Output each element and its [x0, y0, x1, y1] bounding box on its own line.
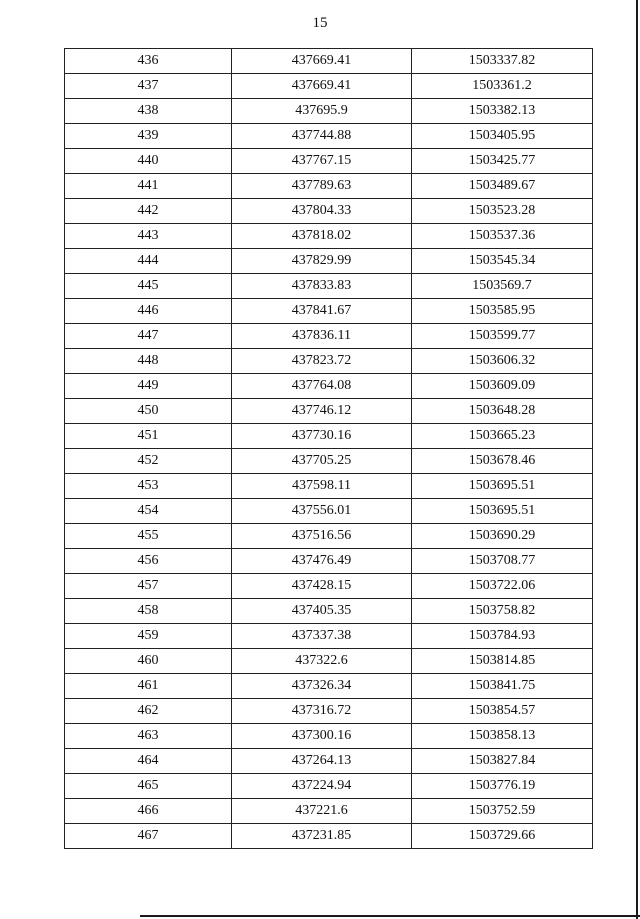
point-number-cell: 449: [65, 374, 232, 399]
y-coordinate-cell: 1503569.7: [412, 274, 593, 299]
x-coordinate-cell: 437767.15: [232, 149, 412, 174]
point-number-cell: 440: [65, 149, 232, 174]
table-row: [65, 274, 593, 299]
x-coordinate-cell: 437337.38: [232, 624, 412, 649]
table-row: [65, 524, 593, 549]
x-coordinate-cell: 437705.25: [232, 449, 412, 474]
table-row: [65, 699, 593, 724]
table-row: [65, 199, 593, 224]
point-number-cell: 454: [65, 499, 232, 524]
y-coordinate-cell: 1503599.77: [412, 324, 593, 349]
y-coordinate-cell: 1503758.82: [412, 599, 593, 624]
point-number-cell: 453: [65, 474, 232, 499]
y-coordinate-cell: 1503814.85: [412, 649, 593, 674]
point-number-cell: 459: [65, 624, 232, 649]
x-coordinate-cell: 437836.11: [232, 324, 412, 349]
y-coordinate-cell: 1503695.51: [412, 499, 593, 524]
point-number-cell: 438: [65, 99, 232, 124]
table-row: [65, 449, 593, 474]
point-number-cell: 458: [65, 599, 232, 624]
point-number-cell: 443: [65, 224, 232, 249]
point-number-cell: 452: [65, 449, 232, 474]
y-coordinate-cell: 1503489.67: [412, 174, 593, 199]
x-coordinate-cell: 437598.11: [232, 474, 412, 499]
x-coordinate-cell: 437428.15: [232, 574, 412, 599]
y-coordinate-cell: 1503722.06: [412, 574, 593, 599]
point-number-cell: 451: [65, 424, 232, 449]
y-coordinate-cell: 1503827.84: [412, 749, 593, 774]
table-row: [65, 399, 593, 424]
table-row: [65, 499, 593, 524]
y-coordinate-cell: 1503784.93: [412, 624, 593, 649]
y-coordinate-cell: 1503405.95: [412, 124, 593, 149]
point-number-cell: 457: [65, 574, 232, 599]
table-row: [65, 424, 593, 449]
x-coordinate-cell: 437746.12: [232, 399, 412, 424]
table-row: [65, 374, 593, 399]
point-number-cell: 447: [65, 324, 232, 349]
table-row: [65, 724, 593, 749]
table-row: [65, 599, 593, 624]
point-number-cell: 462: [65, 699, 232, 724]
x-coordinate-cell: 437829.99: [232, 249, 412, 274]
point-number-cell: 446: [65, 299, 232, 324]
x-coordinate-cell: 437695.9: [232, 99, 412, 124]
coordinate-table-body: [65, 49, 593, 849]
x-coordinate-cell: 437841.67: [232, 299, 412, 324]
x-coordinate-cell: 437744.88: [232, 124, 412, 149]
point-number-cell: 456: [65, 549, 232, 574]
y-coordinate-cell: 1503523.28: [412, 199, 593, 224]
table-row: [65, 799, 593, 824]
table-row: [65, 549, 593, 574]
y-coordinate-cell: 1503606.32: [412, 349, 593, 374]
y-coordinate-cell: 1503545.34: [412, 249, 593, 274]
point-number-cell: 455: [65, 524, 232, 549]
table-row: [65, 324, 593, 349]
coordinate-table: [64, 48, 593, 849]
y-coordinate-cell: 1503537.36: [412, 224, 593, 249]
y-coordinate-cell: 1503695.51: [412, 474, 593, 499]
x-coordinate-cell: 437300.16: [232, 724, 412, 749]
table-row: [65, 624, 593, 649]
x-coordinate-cell: 437804.33: [232, 199, 412, 224]
y-coordinate-cell: 1503648.28: [412, 399, 593, 424]
table-row: [65, 649, 593, 674]
x-coordinate-cell: 437556.01: [232, 499, 412, 524]
y-coordinate-cell: 1503776.19: [412, 774, 593, 799]
x-coordinate-cell: 437818.02: [232, 224, 412, 249]
point-number-cell: 444: [65, 249, 232, 274]
y-coordinate-cell: 1503690.29: [412, 524, 593, 549]
y-coordinate-cell: 1503425.77: [412, 149, 593, 174]
point-number-cell: 460: [65, 649, 232, 674]
x-coordinate-cell: 437669.41: [232, 74, 412, 99]
table-row: [65, 749, 593, 774]
y-coordinate-cell: 1503665.23: [412, 424, 593, 449]
x-coordinate-cell: 437264.13: [232, 749, 412, 774]
point-number-cell: 448: [65, 349, 232, 374]
table-row: [65, 49, 593, 74]
x-coordinate-cell: 437405.35: [232, 599, 412, 624]
x-coordinate-cell: 437730.16: [232, 424, 412, 449]
y-coordinate-cell: 1503585.95: [412, 299, 593, 324]
point-number-cell: 436: [65, 49, 232, 74]
table-row: [65, 824, 593, 849]
table-row: [65, 174, 593, 199]
y-coordinate-cell: 1503337.82: [412, 49, 593, 74]
y-coordinate-cell: 1503609.09: [412, 374, 593, 399]
y-coordinate-cell: 1503708.77: [412, 549, 593, 574]
scan-edge-bottom: [140, 915, 640, 917]
x-coordinate-cell: 437316.72: [232, 699, 412, 724]
table-row: [65, 74, 593, 99]
table-row: [65, 574, 593, 599]
table-row: [65, 674, 593, 699]
page-number: 15: [312, 15, 328, 31]
table-row: [65, 249, 593, 274]
x-coordinate-cell: 437231.85: [232, 824, 412, 849]
table-row: [65, 474, 593, 499]
table-row: [65, 99, 593, 124]
table-row: [65, 149, 593, 174]
x-coordinate-cell: 437764.08: [232, 374, 412, 399]
point-number-cell: 442: [65, 199, 232, 224]
y-coordinate-cell: 1503752.59: [412, 799, 593, 824]
table-row: [65, 774, 593, 799]
point-number-cell: 463: [65, 724, 232, 749]
x-coordinate-cell: 437669.41: [232, 49, 412, 74]
y-coordinate-cell: 1503858.13: [412, 724, 593, 749]
x-coordinate-cell: 437789.63: [232, 174, 412, 199]
y-coordinate-cell: 1503841.75: [412, 674, 593, 699]
point-number-cell: 439: [65, 124, 232, 149]
point-number-cell: 441: [65, 174, 232, 199]
x-coordinate-cell: 437476.49: [232, 549, 412, 574]
point-number-cell: 450: [65, 399, 232, 424]
y-coordinate-cell: 1503729.66: [412, 824, 593, 849]
x-coordinate-cell: 437221.6: [232, 799, 412, 824]
x-coordinate-cell: 437833.83: [232, 274, 412, 299]
point-number-cell: 467: [65, 824, 232, 849]
x-coordinate-cell: 437516.56: [232, 524, 412, 549]
x-coordinate-cell: 437224.94: [232, 774, 412, 799]
point-number-cell: 461: [65, 674, 232, 699]
table-row: [65, 299, 593, 324]
table-row: [65, 349, 593, 374]
point-number-cell: 465: [65, 774, 232, 799]
point-number-cell: 466: [65, 799, 232, 824]
point-number-cell: 445: [65, 274, 232, 299]
point-number-cell: 437: [65, 74, 232, 99]
y-coordinate-cell: 1503361.2: [412, 74, 593, 99]
x-coordinate-cell: 437326.34: [232, 674, 412, 699]
y-coordinate-cell: 1503678.46: [412, 449, 593, 474]
y-coordinate-cell: 1503382.13: [412, 99, 593, 124]
point-number-cell: 464: [65, 749, 232, 774]
y-coordinate-cell: 1503854.57: [412, 699, 593, 724]
x-coordinate-cell: 437823.72: [232, 349, 412, 374]
scan-edge-right: [636, 0, 638, 919]
table-row: [65, 124, 593, 149]
x-coordinate-cell: 437322.6: [232, 649, 412, 674]
table-row: [65, 224, 593, 249]
